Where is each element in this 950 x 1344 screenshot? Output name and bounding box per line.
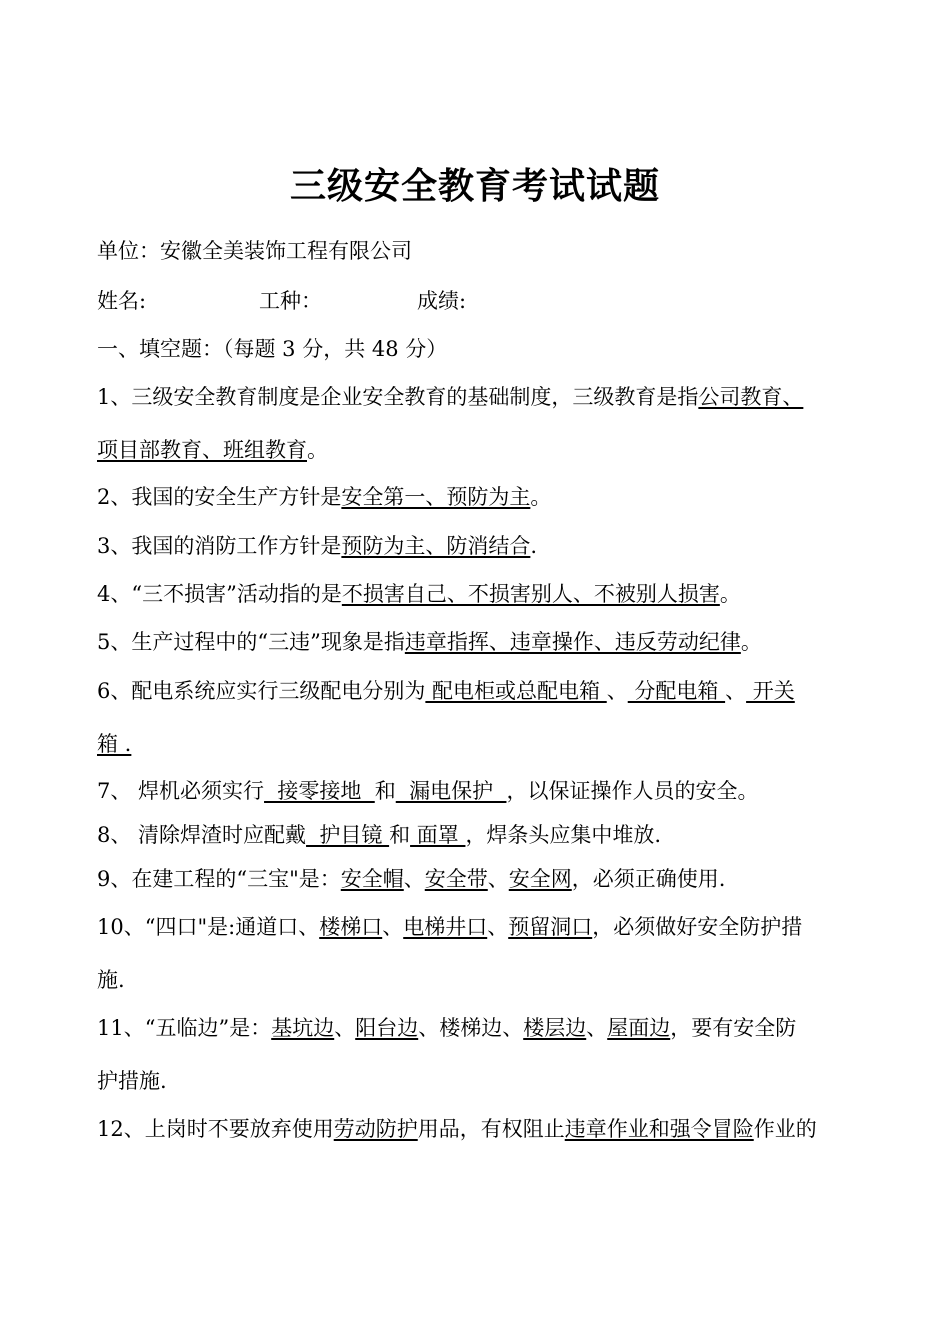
q12-answer-2: 违章作业和强令冒险 (564, 1117, 754, 1141)
question-10-line-2: 施. (97, 968, 125, 992)
q12-answer-1: 劳动防护 (333, 1117, 418, 1141)
q10-answer-3: 预留洞口 (508, 915, 593, 939)
q6-sep-1: 、 (606, 679, 628, 703)
q4-end: 。 (719, 582, 741, 606)
name-field-label: 姓名: (97, 289, 147, 313)
q1-answer-2: 项目部教育、班组教育 (97, 438, 307, 462)
q1-text: 1、三级安全教育制度是企业安全教育的基础制度，三级教育是指 (97, 385, 699, 409)
question-1-line-1 (97, 384, 803, 410)
q10-end: ，必须做好安全防护措 (592, 915, 803, 939)
q5-answer: 违章指挥、违章操作、违反劳动纪律 (404, 630, 741, 654)
q2-end: 。 (530, 485, 552, 509)
question-6-line-2 (97, 731, 131, 757)
q5-text: 5、生产过程中的“三违”现象是指 (97, 630, 405, 654)
q6-text: 6、配电系统应实行三级配电分别为 (97, 679, 426, 703)
q7-text: 7、 焊机必须实行 (97, 779, 265, 803)
q11-answer-1: 基坑边 (271, 1016, 335, 1040)
q3-answer: 预防为主、防消结合 (341, 534, 531, 558)
q4-answer: 不损害自己、不损害别人、不被别人损害 (341, 582, 720, 606)
q9-sep-1: 、 (403, 867, 425, 891)
q12-end: 作业的 (753, 1117, 817, 1141)
q10-text: 10、“四口"是:通道口、 (97, 915, 320, 939)
q11-answer-2: 阳台边 (355, 1016, 419, 1040)
q12-mid: 用品，有权阻止 (417, 1117, 565, 1141)
q8-answer-2: 面罩 (410, 823, 466, 847)
page-title: 三级安全教育考试试题 (289, 166, 660, 207)
q10-answer-1: 楼梯口 (319, 915, 383, 939)
q10-sep-1: 、 (382, 915, 404, 939)
question-9 (97, 866, 725, 892)
q9-answer-1: 安全帽 (340, 867, 404, 891)
unit-line: 单位：安徽全美装饰工程有限公司 (97, 239, 412, 263)
question-11-line-1 (97, 1015, 796, 1041)
q5-end: 。 (740, 630, 762, 654)
score-field-label: 成绩: (417, 289, 467, 313)
q6-answer-1: 配电柜或总配电箱 (425, 679, 607, 703)
q11-sep-2: 、楼梯边、 (418, 1016, 524, 1040)
question-8 (97, 822, 661, 848)
question-1-line-2 (97, 437, 328, 463)
q4-text: 4、“三不损害”活动指的是 (97, 582, 342, 606)
q8-sep: 和 (389, 823, 411, 847)
q3-text: 3、我国的消防工作方针是 (97, 534, 342, 558)
question-3 (97, 533, 537, 559)
question-6-line-1 (97, 678, 795, 704)
q9-answer-3: 安全网 (508, 867, 572, 891)
question-5 (97, 629, 762, 655)
q6-answer-2: 分配电箱 (627, 679, 726, 703)
q10-sep-2: 、 (487, 915, 509, 939)
q9-text: 9、在建工程的“三宝"是： (97, 867, 341, 891)
q8-answer-1: 护目镜 (306, 823, 390, 847)
q7-sep: 和 (374, 779, 396, 803)
q8-end: ，焊条头应集中堆放. (465, 823, 662, 847)
question-10-line-1 (97, 914, 802, 940)
q6-sep-2: 、 (725, 679, 747, 703)
q2-answer: 安全第一、预防为主 (341, 485, 531, 509)
q1-end: 。 (307, 438, 328, 462)
q8-text: 8、 清除焊渣时应配戴 (97, 823, 307, 847)
q6-answer-3: 开关 (746, 679, 795, 703)
question-4 (97, 581, 741, 607)
q11-sep-3: 、 (586, 1016, 608, 1040)
q3-end: . (530, 534, 538, 558)
q11-answer-4: 屋面边 (607, 1016, 671, 1040)
q11-text: 11、“五临边”是： (97, 1016, 272, 1040)
question-2 (97, 484, 551, 510)
q9-end: ，必须正确使用. (571, 867, 726, 891)
q7-answer-1: 接零接地 (264, 779, 375, 803)
question-12 (97, 1116, 817, 1142)
q12-text: 12、上岗时不要放弃使用 (97, 1117, 334, 1141)
question-11-line-2: 护措施. (97, 1069, 167, 1093)
q6-answer-3-cont: 箱 . (97, 732, 132, 756)
q11-sep-1: 、 (334, 1016, 356, 1040)
q11-answer-3: 楼层边 (523, 1016, 587, 1040)
question-7 (97, 778, 758, 804)
q1-answer-1: 公司教育、 (698, 385, 804, 409)
q11-end: ，要有安全防 (670, 1016, 797, 1040)
q7-answer-2: 漏电保护 (395, 779, 507, 803)
q7-end: ，以保证操作人员的安全。 (506, 779, 759, 803)
q9-answer-2: 安全带 (424, 867, 488, 891)
info-fields-line (97, 288, 466, 314)
q10-answer-2: 电梯井口 (403, 915, 488, 939)
q9-sep-2: 、 (487, 867, 509, 891)
section-heading: 一、填空题：（每题 3 分，共 48 分） (97, 337, 448, 361)
q2-text: 2、我国的安全生产方针是 (97, 485, 342, 509)
job-field-label: 工种： (259, 289, 322, 313)
